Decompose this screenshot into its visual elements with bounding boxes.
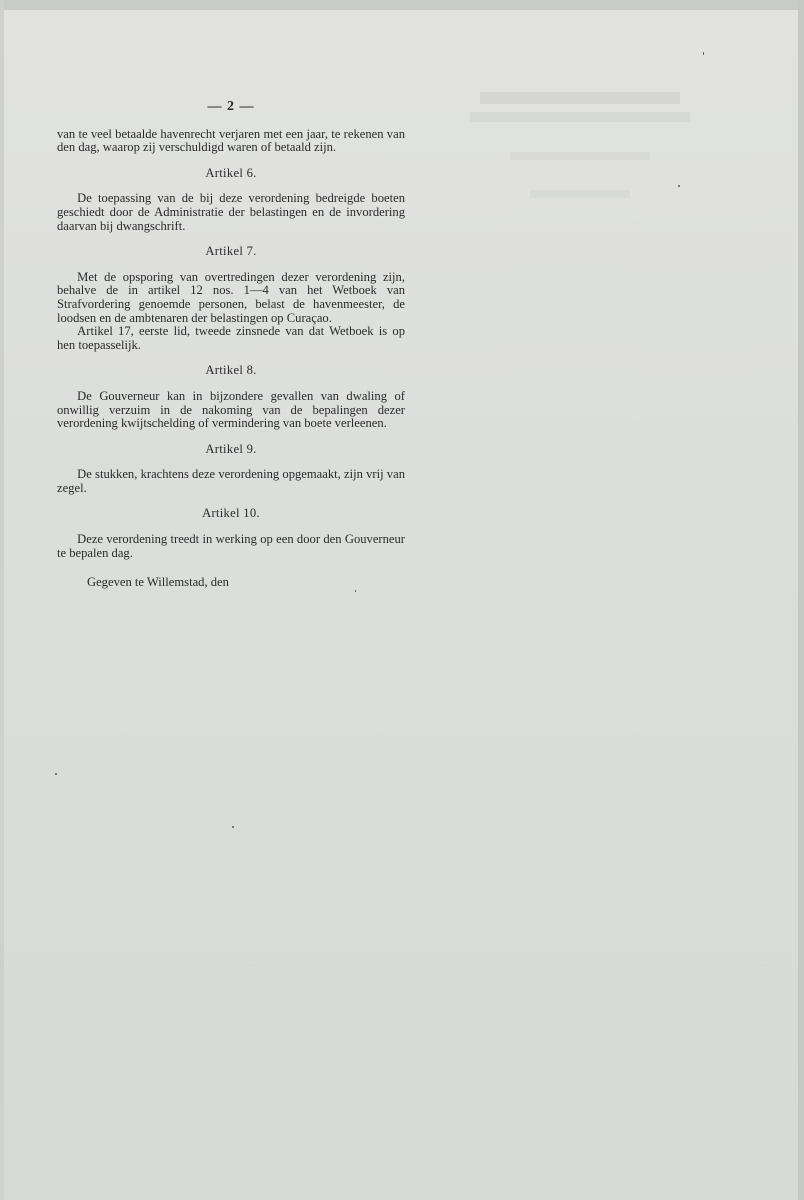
article-paragraph: Deze verordening treedt in werking op een door den Gouverneur te bepalen dag.: [57, 532, 405, 560]
text-column: [57, 100, 405, 590]
article-heading: Artikel 7.: [205, 244, 257, 259]
scan-speck: [703, 52, 704, 55]
article-paragraph: Met de opsporing van overtredingen dezer verordening zijn, behalve de in artikel 12 nos. 1—4 van het Wetboek van Strafvordering genoemde personen, belast de havenmeester, de loodsen en de ambtenaren der belastingen op Curaçao.: [57, 269, 405, 325]
article-paragraph: De Gouverneur kan in bijzondere gevallen van dwaling of onwillig verzuim in de nakoming van de bepalingen dezer verordening kwijtschelding of vermindering van boete verleenen.: [57, 388, 405, 431]
article-heading: Artikel 9.: [205, 441, 257, 456]
signing-line: Gegeven te Willemstad, den: [87, 575, 229, 590]
scan-speck: [355, 590, 356, 592]
scan-speck: [232, 826, 234, 828]
article-10: [57, 507, 405, 560]
article-paragraph: Artikel 17, eerste lid, tweede zinsnede van dat Wetboek is op hen toepasselijk.: [57, 324, 405, 352]
intro-paragraph: van te veel betaalde havenrecht verjaren met een jaar, te rekenen van den dag, waarop zij verschuldigd waren of betaald zijn.: [57, 126, 405, 155]
article-heading: Artikel 10.: [202, 506, 260, 521]
article-paragraph: De stukken, krachtens deze verordening opgemaakt, zijn vrij van zegel.: [57, 467, 405, 495]
show-through-artifact: [470, 92, 690, 198]
article-6: [57, 167, 405, 233]
article-9: [57, 443, 405, 496]
article-heading: Artikel 8.: [205, 363, 257, 378]
scan-speck: [678, 185, 680, 187]
article-paragraph: De toepassing van de bij deze verordening bedreigde boeten geschiedt door de Administratie der belastingen en de invordering daarvan bij dwangschrift.: [57, 191, 405, 233]
scan-edge-right: [798, 0, 804, 1200]
scan-edge-left: [0, 0, 4, 1200]
page-number: — 2 —: [207, 99, 255, 114]
article-7: [57, 245, 405, 352]
scan-edge-top: [0, 0, 804, 10]
article-heading: Artikel 6.: [205, 165, 257, 180]
article-8: [57, 364, 405, 430]
scan-speck: [55, 773, 57, 775]
